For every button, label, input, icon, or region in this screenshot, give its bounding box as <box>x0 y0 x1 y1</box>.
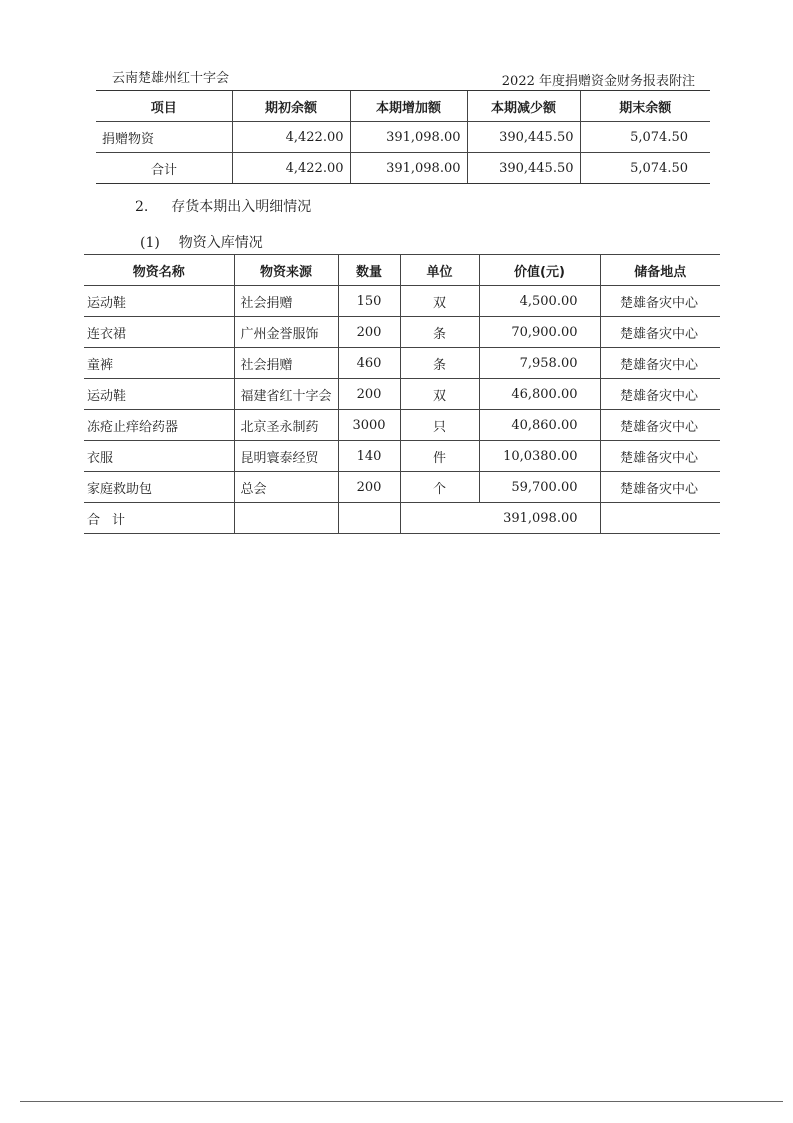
table-cell <box>234 503 338 534</box>
subsection-number: (1) <box>140 235 160 251</box>
column-header: 物资来源 <box>234 255 338 286</box>
table-row <box>84 286 720 317</box>
column-header: 单位 <box>400 255 479 286</box>
table-cell: 运动鞋 <box>84 379 234 410</box>
table-row <box>96 122 710 153</box>
table-cell: 5,074.50 <box>580 122 710 153</box>
table-cell: 双 <box>400 379 479 410</box>
table-cell: 4,500.00 <box>479 286 600 317</box>
table-cell: 楚雄备灾中心 <box>600 317 720 348</box>
table-cell: 460 <box>338 348 400 379</box>
table-cell: 40,860.00 <box>479 410 600 441</box>
table-cell: 4,422.00 <box>232 122 350 153</box>
table-row <box>84 441 720 472</box>
table-cell: 70,900.00 <box>479 317 600 348</box>
section-title: 存货本期出入明细情况 <box>171 199 312 215</box>
table-cell: 社会捐赠 <box>234 348 338 379</box>
table-cell: 楚雄备灾中心 <box>600 286 720 317</box>
section-number: 2. <box>135 199 149 215</box>
table-cell: 捐赠物资 <box>96 122 232 153</box>
inventory-rows <box>84 286 720 503</box>
table-row <box>84 317 720 348</box>
column-header: 本期增加额 <box>350 91 467 122</box>
table-cell: 衣服 <box>84 441 234 472</box>
table-cell: 150 <box>338 286 400 317</box>
column-header: 项目 <box>96 91 232 122</box>
table-cell: 福建省红十字会 <box>234 379 338 410</box>
table-cell: 楚雄备灾中心 <box>600 472 720 503</box>
table-cell: 5,074.50 <box>580 153 710 184</box>
table-cell: 390,445.50 <box>467 122 580 153</box>
table-cell: 7,958.00 <box>479 348 600 379</box>
column-header: 储备地点 <box>600 255 720 286</box>
table-cell: 广州金誉服饰 <box>234 317 338 348</box>
table-cell: 200 <box>338 379 400 410</box>
table-cell: 连衣裙 <box>84 317 234 348</box>
table-cell: 家庭救助包 <box>84 472 234 503</box>
table-cell: 楚雄备灾中心 <box>600 348 720 379</box>
table-total-row <box>96 153 710 184</box>
column-header: 本期减少额 <box>467 91 580 122</box>
table-cell: 390,445.50 <box>467 153 580 184</box>
table-cell: 59,700.00 <box>479 472 600 503</box>
table-row <box>84 379 720 410</box>
table-total-row <box>84 503 720 534</box>
table-cell <box>338 503 400 534</box>
header-doc-title: 2022 年度捐赠资金财务报表附注 <box>501 74 695 89</box>
subsection-heading <box>140 232 263 252</box>
subsection-title: 物资入库情况 <box>178 235 263 251</box>
table-cell: 冻疮止痒给药器 <box>84 410 234 441</box>
table-header-row <box>96 91 710 122</box>
section-heading <box>135 196 311 216</box>
table-cell: 双 <box>400 286 479 317</box>
summary-table <box>96 91 710 184</box>
table-cell: 个 <box>400 472 479 503</box>
table-cell: 社会捐赠 <box>234 286 338 317</box>
table-cell: 北京圣永制药 <box>234 410 338 441</box>
header-org: 云南楚雄州红十字会 <box>112 71 230 86</box>
table-cell: 昆明寰泰经贸 <box>234 441 338 472</box>
table-cell: 合计 <box>96 153 232 184</box>
table-cell: 件 <box>400 441 479 472</box>
table-cell: 运动鞋 <box>84 286 234 317</box>
table-cell: 200 <box>338 317 400 348</box>
table-cell <box>400 503 479 534</box>
table-row <box>84 410 720 441</box>
column-header: 数量 <box>338 255 400 286</box>
table-cell: 391,098.00 <box>350 153 467 184</box>
table-cell: 3000 <box>338 410 400 441</box>
table-cell: 合计 <box>84 503 234 534</box>
table-cell <box>600 503 720 534</box>
table-cell: 总会 <box>234 472 338 503</box>
table-row <box>84 348 720 379</box>
table-cell: 140 <box>338 441 400 472</box>
table-cell: 楚雄备灾中心 <box>600 441 720 472</box>
table-cell: 楚雄备灾中心 <box>600 379 720 410</box>
table-cell: 条 <box>400 317 479 348</box>
table-cell: 391,098.00 <box>479 503 600 534</box>
table-cell: 楚雄备灾中心 <box>600 410 720 441</box>
table-cell: 只 <box>400 410 479 441</box>
table-header-row <box>84 255 720 286</box>
table-cell: 童裤 <box>84 348 234 379</box>
column-header: 期末余额 <box>580 91 710 122</box>
table-cell: 391,098.00 <box>350 122 467 153</box>
table-row <box>84 472 720 503</box>
column-header: 物资名称 <box>84 255 234 286</box>
table-cell: 4,422.00 <box>232 153 350 184</box>
column-header: 价值(元) <box>479 255 600 286</box>
inventory-table <box>84 254 720 534</box>
column-header: 期初余额 <box>232 91 350 122</box>
footer-divider <box>20 1101 783 1102</box>
table-cell: 条 <box>400 348 479 379</box>
table-cell: 46,800.00 <box>479 379 600 410</box>
table-cell: 10,0380.00 <box>479 441 600 472</box>
table-cell: 200 <box>338 472 400 503</box>
